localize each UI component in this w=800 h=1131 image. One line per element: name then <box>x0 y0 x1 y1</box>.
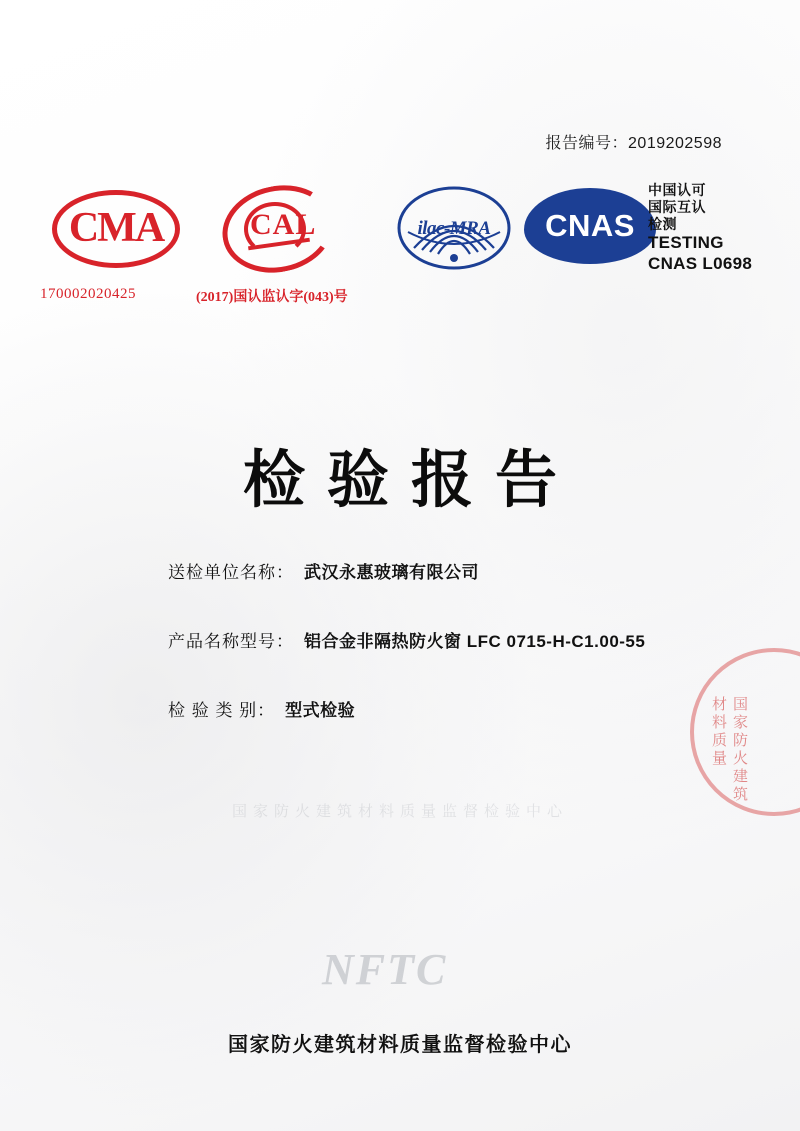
ilac-mra-icon <box>396 186 512 270</box>
cma-letters: CMA <box>68 205 164 251</box>
field-row-product <box>168 627 728 652</box>
cma-icon <box>52 190 180 268</box>
field-value-category: 型式检验 <box>285 701 356 720</box>
cnas-line-2: 国际互认 <box>648 199 706 216</box>
page-title: 检验报告 <box>242 443 579 516</box>
nftc-watermark: NFTC <box>322 945 448 994</box>
field-row-category <box>168 696 728 721</box>
cnas-line-1: 中国认可 <box>648 182 706 198</box>
field-value-product: 铝合金非隔热防火窗 LFC 0715-H-C1.00-55 <box>304 632 646 651</box>
background-watermark-text: 国家防火建筑材料质量监督检验中心 <box>231 803 568 820</box>
cma-code: 170002020425 <box>40 286 136 302</box>
field-label-product: 产品名称型号： <box>168 632 294 651</box>
cal-letters: CAL <box>250 208 317 241</box>
accreditation-marks <box>0 182 800 312</box>
cnas-icon <box>524 186 656 270</box>
cal-code: (2017)国认监认字(043)号 <box>196 290 348 305</box>
field-row-applicant <box>168 558 728 583</box>
cnas-line-3: 检测 <box>648 216 677 233</box>
report-number-value: 2019202598 <box>628 135 722 152</box>
report-number <box>546 130 723 153</box>
field-label-category: 检 验 类 别： <box>168 701 276 720</box>
report-number-label: 报告编号： <box>545 135 629 152</box>
cnas-letters: CNAS <box>545 208 635 243</box>
seal-text: 国家防火建筑材料质量 <box>710 696 748 804</box>
ilac-mra-label: ilac-MRA <box>417 218 491 239</box>
cnas-description <box>648 182 788 275</box>
issuing-organization: 国家防火建筑材料质量监督检验中心 <box>228 1034 572 1056</box>
cnas-line-5: CNAS L0698 <box>648 253 753 273</box>
field-value-applicant: 武汉永惠玻璃有限公司 <box>304 563 479 582</box>
cnas-line-4: TESTING <box>648 233 724 253</box>
field-label-applicant: 送检单位名称： <box>168 563 294 582</box>
cal-icon <box>222 186 334 272</box>
field-list <box>168 558 728 765</box>
